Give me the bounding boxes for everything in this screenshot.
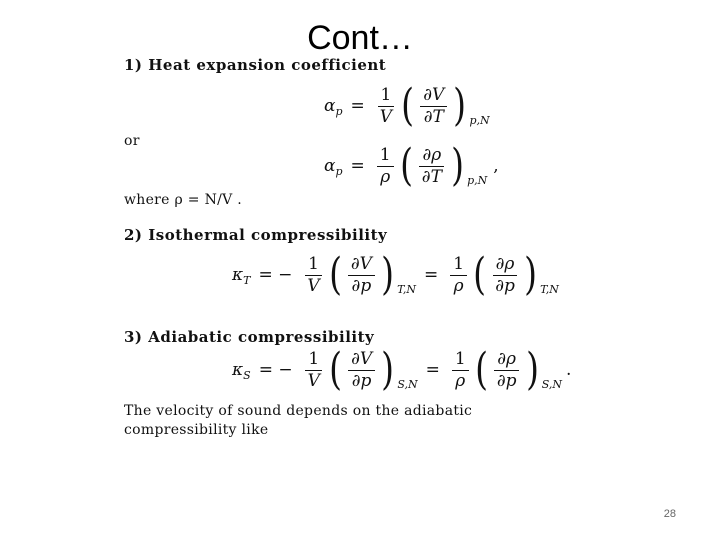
heading-adiabatic: 3) Adiabatic compressibility: [124, 328, 375, 346]
closing-text-line1: The velocity of sound depends on the adiabatic: [124, 403, 473, 419]
eq-lhs-subscript: p: [335, 104, 343, 118]
equation-adiabatic: κ S = − $\frac{1}{V}$ ( $\frac{\partial V}{\partial p}$ ) S,N = $\frac{1}{\rho}$ ( $\frac{\partial\rho}{\partial p}$ ) S,N .: [232, 344, 572, 395]
or-text: or: [124, 133, 140, 149]
slide-title: Cont…: [307, 19, 413, 57]
derivative: $\frac{\partial V}{\partial T}$: [420, 86, 447, 127]
equation-isothermal: κ T = − $\frac{1}{V}$ ( $\frac{\partial V}{\partial p}$ ) T,N = $\frac{1}{\rho}$ ( $\frac{\partial\rho}{\partial p}$ ) T,N: [232, 249, 559, 300]
eq-lhs: α: [324, 96, 336, 116]
heading-isothermal: 2) Isothermal compressibility: [124, 226, 388, 244]
where-rho-text: where ρ = N/V .: [124, 192, 243, 208]
page-number: 28: [663, 508, 676, 520]
heading-heat-expansion: 1) Heat expansion coefficient: [124, 56, 387, 74]
equation-heat-expansion-density: α p = $\frac{1}{\rho}$ ( $\frac{\partial\rho}{\partial T}$ ) p,N ,: [324, 140, 499, 191]
closing-text-line2: compressibility like: [124, 422, 269, 438]
eq-subscript: p,N: [469, 113, 490, 127]
derivative: $\frac{\partial\rho}{\partial T}$: [419, 146, 445, 187]
fraction: $\frac{1}{V}$: [377, 86, 395, 127]
scanned-text-block: [118, 56, 618, 446]
equation-heat-expansion-volume: α p = $\frac{1}{V}$ ( $\frac{\partial V}{\partial T}$ ) p,N: [324, 80, 490, 131]
fraction: $\frac{1}{\rho}$: [377, 146, 394, 187]
